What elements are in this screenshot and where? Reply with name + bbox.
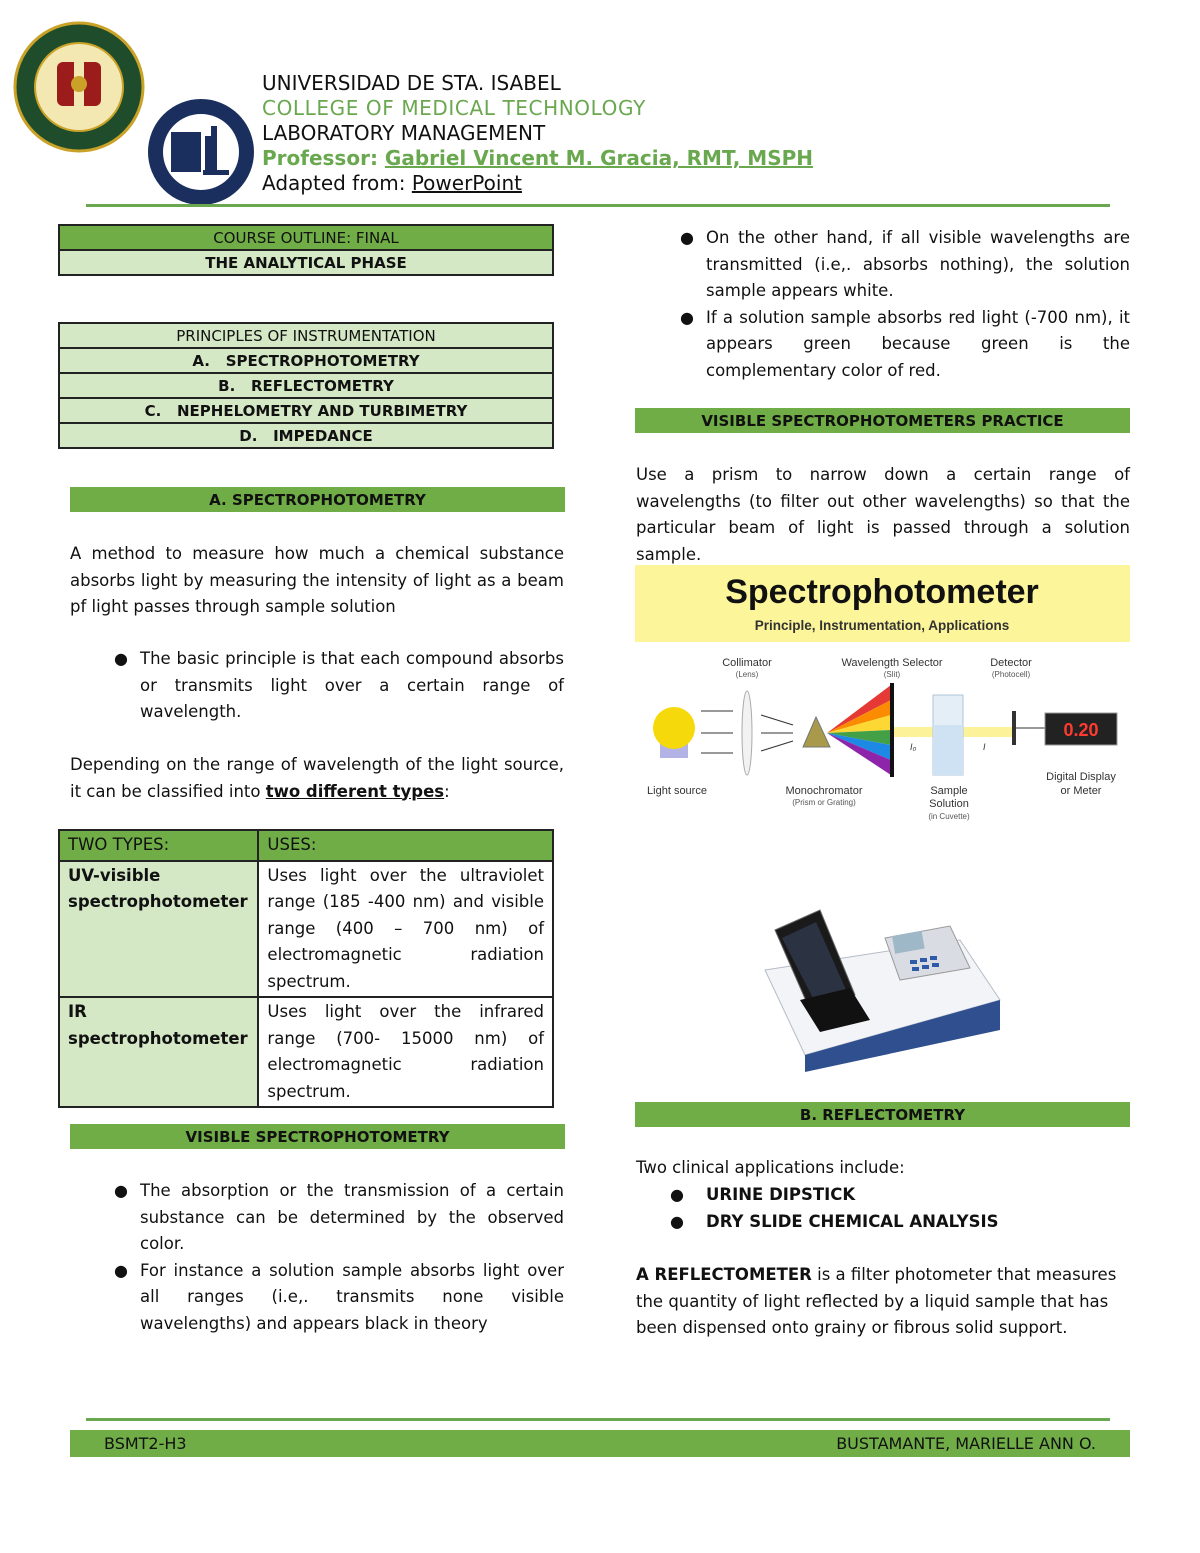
- bullet-icon: ●: [114, 1260, 128, 1280]
- principles-title: PRINCIPLES OF INSTRUMENTATION: [59, 323, 553, 348]
- table-header: TWO TYPES:: [59, 830, 258, 861]
- section-b-intro: Two clinical applications include:: [636, 1158, 905, 1177]
- label-monochromator: Monochromator: [785, 785, 863, 797]
- label-collimator: Collimator: [722, 657, 772, 669]
- label-i0: I₀: [910, 742, 917, 752]
- table-row: [59, 997, 553, 1107]
- principle-item: C. NEPHELOMETRY AND TURBIMETRY: [59, 398, 553, 423]
- spectrophotometer-diagram: [635, 565, 1130, 825]
- label-collimator-sub: (Lens): [735, 670, 759, 679]
- diagram-title: Spectrophotometer: [725, 573, 1039, 611]
- section-a-intro: A method to measure how much a chemical substance absorbs light by measuring the intensity of light as a beam pf light passes through sample solution: [70, 544, 564, 616]
- header-rule: [86, 204, 1110, 207]
- prism: [803, 717, 830, 747]
- bullet-icon: ●: [680, 228, 694, 247]
- footer-right: BUSTAMANTE, MARIELLE ANN O.: [836, 1434, 1096, 1453]
- diagram-subtitle: Principle, Instrumentation, Applications: [754, 618, 1010, 633]
- list-item: ● For instance a solution sample absorbs light over all ranges (i.e,. transmits none visible wavelengths) and appears black in theory: [70, 1258, 564, 1338]
- footer-left: BSMT2-H3: [104, 1434, 187, 1453]
- visible-spectro-header: VISIBLE SPECTROPHOTOMETRY: [70, 1124, 565, 1149]
- two-types-emphasis: two different types: [265, 781, 445, 801]
- practice-header: VISIBLE SPECTROPHOTOMETERS PRACTICE: [635, 408, 1130, 433]
- visible-spectro-bullets: [70, 1178, 564, 1337]
- adapted-source: PowerPoint: [411, 171, 522, 195]
- adapted-line: [262, 171, 522, 196]
- professor-label: Professor:: [262, 146, 378, 170]
- display-reading: 0.20: [1063, 720, 1099, 740]
- professor-line: [262, 146, 813, 171]
- label-sample2: Solution: [929, 798, 969, 810]
- label-light-source: Light source: [647, 785, 707, 797]
- principle-item: A. SPECTROPHOTOMETRY: [59, 348, 553, 373]
- professor-name: Gabriel Vincent M. Gracia, RMT, MSPH: [384, 146, 814, 170]
- principles-table: [58, 322, 554, 449]
- university-seal: [12, 20, 146, 154]
- section-a-header: A. SPECTROPHOTOMETRY: [70, 487, 565, 512]
- section-b-definition: A REFLECTOMETER is a filter photometer that measures the quantity of light reflected by a liquid sample that has been dispensed onto grainy or fibrous solid support.: [636, 1265, 1117, 1337]
- college-name: COLLEGE OF MEDICAL TECHNOLOGY: [262, 96, 646, 120]
- use-cell: Uses light over the ultraviolet range (185 -400 nm) and visible range (400 – 700 nm) of electromagnetic radiation spectrum.: [258, 861, 553, 998]
- wavelength-slit: [890, 683, 894, 777]
- reflectometer-term: REFLECTOMETER: [654, 1265, 812, 1284]
- right-bullets: [636, 225, 1130, 384]
- list-item: ● On the other hand, if all visible wavelengths are transmitted (i.e,. absorbs nothing), the solution sample appears white.: [636, 225, 1130, 305]
- course-outline-table: [58, 224, 554, 276]
- principle-item: B. REFLECTOMETRY: [59, 373, 553, 398]
- light-source-bulb: [653, 707, 695, 749]
- label-display2: or Meter: [1060, 785, 1102, 797]
- label-monochromator-sub: (Prism or Grating): [792, 798, 856, 807]
- college-seal: [145, 96, 257, 208]
- bullet-icon: ●: [670, 1211, 684, 1231]
- label-sample-sub: (in Cuvette): [928, 812, 970, 821]
- table-header: USES:: [258, 830, 553, 861]
- course-outline-phase: THE ANALYTICAL PHASE: [59, 250, 553, 275]
- section-a-bullets: [70, 646, 564, 726]
- label-display: Digital Display: [1046, 771, 1116, 783]
- table-row: [59, 861, 553, 998]
- footer-bar: [70, 1430, 1130, 1457]
- collimator-lens: [742, 691, 752, 775]
- type-cell: UV-visible spectrophotometer: [59, 861, 258, 998]
- label-detector: Detector: [990, 657, 1032, 669]
- type-cell: IR spectrophotometer: [59, 997, 258, 1107]
- list-item: ● URINE DIPSTICK: [636, 1182, 1130, 1209]
- adapted-label: Adapted from:: [262, 171, 406, 195]
- types-table: [58, 829, 554, 1108]
- list-item: ● The absorption or the transmission of a certain substance can be determined by the observed color.: [70, 1178, 564, 1258]
- spectrophotometer-photo: [760, 850, 1005, 1075]
- label-sample: Sample: [930, 785, 968, 797]
- label-selector-sub: (Slit): [883, 670, 901, 679]
- label-detector-sub: (Photocell): [991, 670, 1031, 679]
- list-item: ● The basic principle is that each compound absorbs or transmits light over a certain range of wavelength.: [70, 646, 564, 726]
- label-i: I: [983, 742, 986, 752]
- section-b-header: B. REFLECTOMETRY: [635, 1102, 1130, 1127]
- bullet-icon: ●: [670, 1185, 684, 1204]
- subject-name: LABORATORY MANAGEMENT: [262, 121, 546, 145]
- bullet-icon: ●: [114, 1181, 128, 1200]
- practice-text: Use a prism to narrow down a certain range of wavelengths (to filter out other wavelengths) so that the particular beam of light is passed through a solution sample.: [636, 465, 1130, 564]
- section-a-depending: Depending on the range of wavelength of the light source, it can be classified into two different types:: [70, 755, 564, 801]
- detector: [1012, 711, 1016, 745]
- footer-rule: [86, 1418, 1110, 1421]
- bullet-icon: ●: [114, 649, 128, 668]
- course-outline-title: COURSE OUTLINE: FINAL: [59, 225, 553, 250]
- principle-item: D. IMPEDANCE: [59, 423, 553, 448]
- section-b-apps: [636, 1182, 1130, 1235]
- university-name: UNIVERSIDAD DE STA. ISABEL: [262, 71, 561, 95]
- list-item: ● If a solution sample absorbs red light (-700 nm), it appears green because green is the complementary color of red.: [636, 305, 1130, 385]
- bullet-icon: ●: [680, 307, 694, 327]
- use-cell: Uses light over the infrared range (700- 15000 nm) of electromagnetic radiation spectrum.: [258, 997, 553, 1107]
- label-selector: Wavelength Selector: [841, 657, 943, 669]
- list-item: ● DRY SLIDE CHEMICAL ANALYSIS: [636, 1209, 1130, 1236]
